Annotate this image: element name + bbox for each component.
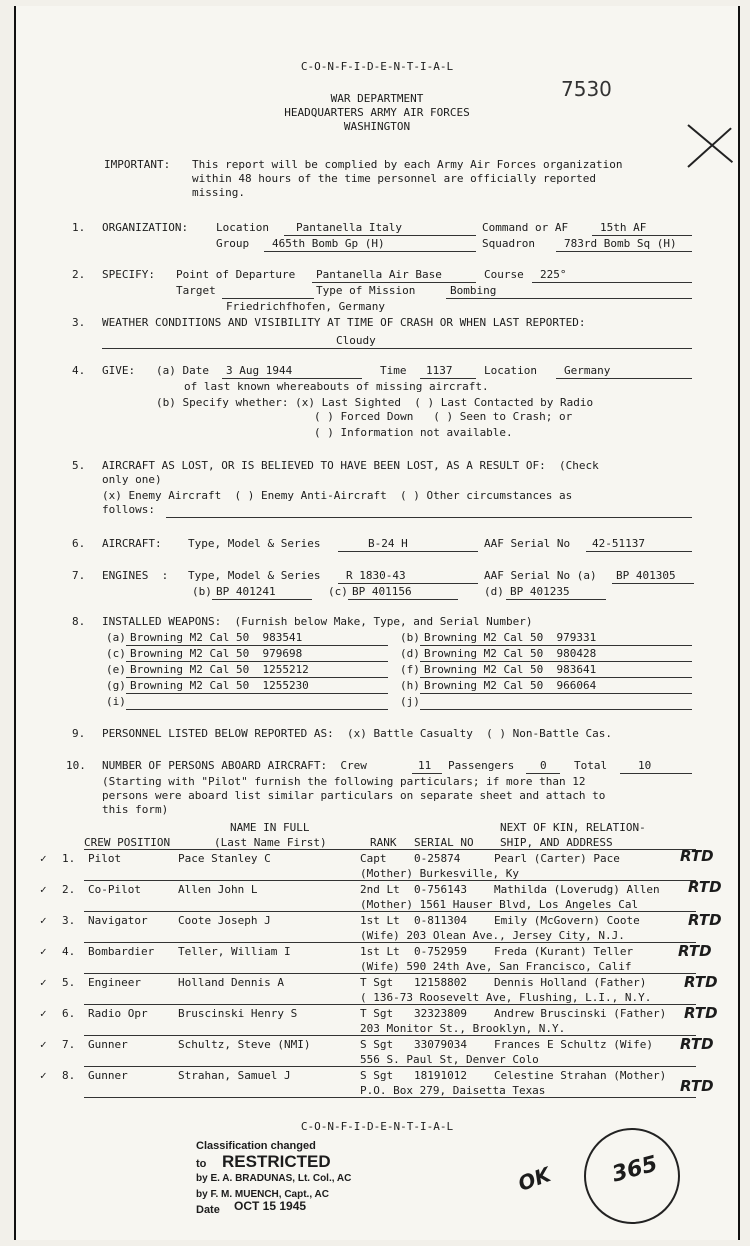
x-mark-stroke-2 — [687, 127, 731, 167]
s6-number: 6. — [72, 537, 86, 550]
s7-serial-label: AAF Serial No (a) — [484, 569, 597, 582]
crew-position: Bombardier — [88, 945, 155, 958]
doc-number: 7530 — [561, 77, 612, 101]
crew-rtd-mark: RTD — [680, 1077, 714, 1095]
s2-departure-label: Point of Departure — [176, 268, 296, 281]
crew-header-kin-1: NEXT OF KIN, RELATION- — [500, 821, 646, 834]
s1-label: ORGANIZATION: — [102, 221, 189, 234]
s1-squadron: 783rd Bomb Sq (H) — [564, 237, 677, 250]
s10-line-4: this form) — [102, 803, 169, 816]
crew-name: Allen John L — [178, 883, 258, 896]
crew-row-line — [84, 1066, 696, 1067]
s4-time: 1137 — [426, 364, 453, 377]
crew-serial: 32323809 — [414, 1007, 467, 1020]
s5-line-4: follows: — [102, 503, 155, 516]
crew-position: Gunner — [88, 1069, 128, 1082]
stamp-date: OCT 15 1945 — [234, 1199, 307, 1213]
weapon-value: Browning M2 Cal 50 983641 — [424, 663, 597, 676]
weapon-key: (g) — [106, 679, 126, 692]
crew-header-serial: SERIAL NO — [414, 836, 474, 849]
crew-header-name-1: NAME IN FULL — [230, 821, 310, 834]
crew-name: Strahan, Samuel J — [178, 1069, 291, 1082]
crew-rank: S Sgt — [360, 1038, 394, 1051]
restricted-stamp: RESTRICTED — [222, 1152, 331, 1171]
s10-total-label: Total — [574, 759, 608, 772]
crew-address: (Wife) 590 24th Ave, San Francisco, Calif — [360, 960, 632, 973]
s9-number: 9. — [72, 727, 86, 740]
s2-label: SPECIFY: — [102, 268, 155, 281]
s4-number: 4. — [72, 364, 86, 377]
s2-target: Friedrichfhofen, Germany — [226, 300, 385, 313]
s5-line-2: only one) — [102, 473, 162, 486]
classification-changed: Classification changed — [196, 1140, 316, 1152]
crew-row-number: 2. — [62, 883, 76, 896]
s2-mission-label: Type of Mission — [316, 284, 416, 297]
weapon-value: Browning M2 Cal 50 980428 — [424, 647, 597, 660]
weapon-value: Browning M2 Cal 50 1255230 — [130, 679, 309, 692]
crew-rtd-mark: RTD — [680, 847, 714, 865]
s4-specify-2: ( ) Forced Down ( ) Seen to Crash; or — [314, 410, 573, 423]
crew-row-line — [84, 911, 696, 912]
s3-line — [102, 348, 692, 349]
s10-crew: 11 — [418, 759, 432, 772]
s2-course: 225° — [540, 268, 567, 281]
s7-serial-c: BP 401156 — [352, 585, 412, 598]
s7-serial-b-line — [212, 599, 312, 600]
classification-to: to — [196, 1158, 207, 1170]
crew-serial: 0-752959 — [414, 945, 467, 958]
crew-kin: Frances E Schultz (Wife) — [494, 1038, 653, 1051]
crew-row-number: 8. — [62, 1069, 76, 1082]
confidential-top: C-O-N-F-I-D-E-N-T-I-A-L — [300, 60, 454, 73]
s5-line-3: (x) Enemy Aircraft ( ) Enemy Anti-Aircraft ( ) Other circumstances as — [102, 489, 573, 502]
weapon-line — [126, 677, 388, 678]
crew-row-number: 1. — [62, 852, 76, 865]
crew-address: P.O. Box 279, Daisetta Texas — [360, 1084, 546, 1097]
s1-command-line — [592, 235, 692, 236]
s1-location-label: Location — [216, 221, 269, 234]
crew-check-mark: ✓ — [40, 976, 47, 989]
s2-number: 2. — [72, 268, 86, 281]
s10-line-3: persons were aboard list similar particulars on separate sheet and attach to — [102, 789, 606, 802]
important-label: IMPORTANT: — [104, 158, 171, 171]
crew-address: (Mother) 1561 Hauser Blvd, Los Angeles Cal — [360, 898, 639, 911]
s10-label: NUMBER OF PERSONS ABOARD AIRCRAFT: Crew — [102, 759, 367, 772]
crew-kin: Mathilda (Loverudg) Allen — [494, 883, 660, 896]
s10-crew-line — [412, 773, 442, 774]
crew-name: Teller, William I — [178, 945, 291, 958]
weapon-key: (a) — [106, 631, 126, 644]
crew-rank: T Sgt — [360, 1007, 394, 1020]
s5-number: 5. — [72, 459, 86, 472]
s10-total-line — [620, 773, 692, 774]
weapon-value: Browning M2 Cal 50 979698 — [130, 647, 303, 660]
weapon-key: (f) — [400, 663, 420, 676]
crew-header-position: CREW POSITION — [84, 836, 171, 849]
crew-row-line — [84, 880, 696, 881]
s7-type-label: Type, Model & Series — [188, 569, 321, 582]
s6-serial-label: AAF Serial No — [484, 537, 571, 550]
authority-line-2: by F. M. MUENCH, Capt., AC — [196, 1189, 329, 1200]
s10-pass-line — [526, 773, 560, 774]
s10-number: 10. — [66, 759, 86, 772]
crew-rtd-mark: RTD — [688, 911, 722, 929]
s1-location-line — [284, 235, 476, 236]
crew-rtd-mark: RTD — [684, 1004, 718, 1022]
crew-row-number: 7. — [62, 1038, 76, 1051]
s2-target-line — [222, 298, 314, 299]
s6-type: B-24 H — [368, 537, 408, 550]
s4-specify-1: (b) Specify whether: (x) Last Sighted ( ) Last Contacted by Radio — [156, 396, 594, 409]
handwritten-ok: OK — [514, 1162, 554, 1196]
weapon-line — [126, 661, 388, 662]
crew-serial: 0-25874 — [414, 852, 461, 865]
weapon-line — [126, 709, 388, 710]
s7-c-label: (c) — [328, 585, 348, 598]
crew-kin: Pearl (Carter) Pace — [494, 852, 620, 865]
stamp-date-label: Date — [196, 1204, 220, 1216]
crew-position: Gunner — [88, 1038, 128, 1051]
important-line-3: missing. — [192, 186, 245, 199]
crew-position: Engineer — [88, 976, 141, 989]
crew-position: Navigator — [88, 914, 148, 927]
s2-course-line — [532, 282, 692, 283]
s7-serial-a-line — [612, 583, 694, 584]
crew-kin: Emily (McGovern) Coote — [494, 914, 640, 927]
crew-rtd-mark: RTD — [680, 1035, 714, 1053]
s7-serial-b: BP 401241 — [216, 585, 276, 598]
s1-group-label: Group — [216, 237, 250, 250]
s7-serial-d-line — [506, 599, 606, 600]
s10-total: 10 — [638, 759, 652, 772]
crew-check-mark: ✓ — [40, 1007, 47, 1020]
s8-number: 8. — [72, 615, 86, 628]
weapon-key: (d) — [400, 647, 420, 660]
important-line-2: within 48 hours of the time personnel are officially reported — [192, 172, 596, 185]
war-department: WAR DEPARTMENT — [330, 92, 424, 105]
confidential-bottom: C-O-N-F-I-D-E-N-T-I-A-L — [300, 1120, 454, 1133]
crew-header-rank: RANK — [370, 836, 397, 849]
crew-rank: 2nd Lt — [360, 883, 400, 896]
crew-name: Schultz, Steve (NMI) — [178, 1038, 311, 1051]
s4-location-line — [556, 378, 692, 379]
crew-kin: Andrew Bruscinski (Father) — [494, 1007, 667, 1020]
crew-header-line — [84, 849, 696, 850]
s3-value: Cloudy — [336, 334, 376, 347]
crew-name: Coote Joseph J — [178, 914, 271, 927]
s7-type-line — [338, 583, 478, 584]
crew-kin: Freda (Kurant) Teller — [494, 945, 634, 958]
weapon-key: (h) — [400, 679, 420, 692]
weapon-key: (j) — [400, 695, 420, 708]
crew-row-number: 4. — [62, 945, 76, 958]
crew-position: Co-Pilot — [88, 883, 141, 896]
weapon-key: (c) — [106, 647, 126, 660]
s1-location: Pantanella Italy — [296, 221, 402, 234]
s6-type-label: Type, Model & Series — [188, 537, 321, 550]
crew-rank: T Sgt — [360, 976, 394, 989]
s2-mission: Bombing — [450, 284, 497, 297]
weapon-value: Browning M2 Cal 50 1255212 — [130, 663, 309, 676]
crew-address: 556 S. Paul St, Denver Colo — [360, 1053, 539, 1066]
s7-d-label: (d) — [484, 585, 504, 598]
s1-command: 15th AF — [600, 221, 647, 234]
s4-date-line — [222, 378, 362, 379]
weapon-key: (e) — [106, 663, 126, 676]
crew-serial: 33079034 — [414, 1038, 467, 1051]
crew-check-mark: ✓ — [40, 883, 47, 896]
weapon-value: Browning M2 Cal 50 979331 — [424, 631, 597, 644]
crew-check-mark: ✓ — [40, 1069, 47, 1082]
crew-position: Pilot — [88, 852, 122, 865]
s7-serial-c-line — [348, 599, 458, 600]
s2-mission-line — [446, 298, 692, 299]
s1-group: 465th Bomb Gp (H) — [272, 237, 385, 250]
s3-number: 3. — [72, 316, 86, 329]
s2-departure-line — [312, 282, 476, 283]
important-line-1: This report will be complied by each Army Air Forces organization — [192, 158, 623, 171]
s1-group-line — [264, 251, 476, 252]
crew-serial: 12158802 — [414, 976, 467, 989]
s5-line — [166, 517, 692, 518]
headquarters: HEADQUARTERS ARMY AIR FORCES — [284, 106, 470, 119]
s6-serial: 42-51137 — [592, 537, 645, 550]
crew-row-line — [84, 973, 696, 974]
crew-name: Pace Stanley C — [178, 852, 271, 865]
weapon-value: Browning M2 Cal 50 983541 — [130, 631, 303, 644]
document-page — [14, 6, 740, 1240]
crew-check-mark: ✓ — [40, 1038, 47, 1051]
crew-rank: 1st Lt — [360, 945, 400, 958]
crew-row-line — [84, 1035, 696, 1036]
crew-check-mark: ✓ — [40, 945, 47, 958]
weapon-line — [420, 709, 692, 710]
s1-squadron-line — [556, 251, 692, 252]
weapon-value: Browning M2 Cal 50 966064 — [424, 679, 597, 692]
s7-serial-a: BP 401305 — [616, 569, 676, 582]
crew-kin: Celestine Strahan (Mother) — [494, 1069, 667, 1082]
crew-kin: Dennis Holland (Father) — [494, 976, 647, 989]
circled-number: 365 — [609, 1151, 661, 1188]
crew-row-number: 5. — [62, 976, 76, 989]
weapon-line — [420, 677, 692, 678]
weapon-key: (i) — [106, 695, 126, 708]
s2-course-label: Course — [484, 268, 524, 281]
crew-serial: 18191012 — [414, 1069, 467, 1082]
crew-row-line — [84, 1097, 696, 1098]
s2-departure: Pantanella Air Base — [316, 268, 442, 281]
weapon-key: (b) — [400, 631, 420, 644]
s7-type: R 1830-43 — [346, 569, 406, 582]
crew-header-name-2: (Last Name First) — [214, 836, 327, 849]
crew-rtd-mark: RTD — [684, 973, 718, 991]
crew-address: (Mother) Burkesville, Ky — [360, 867, 519, 880]
s9-text: PERSONNEL LISTED BELOW REPORTED AS: (x) Battle Casualty ( ) Non-Battle Cas. — [102, 727, 612, 740]
crew-serial: 0-756143 — [414, 883, 467, 896]
crew-row-number: 3. — [62, 914, 76, 927]
s4-time-line — [420, 378, 476, 379]
weapon-line — [126, 693, 388, 694]
s10-line-2: (Starting with "Pilot" furnish the following particulars; if more than 12 — [102, 775, 586, 788]
s4-whereabouts: of last known whereabouts of missing aircraft. — [184, 380, 489, 393]
crew-rtd-mark: RTD — [688, 878, 722, 896]
weapon-line — [420, 645, 692, 646]
s10-pass-label: Passengers — [448, 759, 515, 772]
s1-number: 1. — [72, 221, 86, 234]
s6-label: AIRCRAFT: — [102, 537, 162, 550]
s7-serial-d: BP 401235 — [510, 585, 570, 598]
weapon-line — [420, 661, 692, 662]
crew-row-line — [84, 1004, 696, 1005]
s7-number: 7. — [72, 569, 86, 582]
s4-date: 3 Aug 1944 — [226, 364, 293, 377]
crew-row-line — [84, 942, 696, 943]
s4-label: GIVE: — [102, 364, 136, 377]
crew-name: Bruscinski Henry S — [178, 1007, 298, 1020]
s7-label: ENGINES : — [102, 569, 169, 582]
authority-line-1: by E. A. BRADUNAS, Lt. Col., AC — [196, 1173, 352, 1184]
s6-type-line — [338, 551, 478, 552]
s6-serial-line — [586, 551, 692, 552]
s4-location: Germany — [564, 364, 611, 377]
crew-serial: 0-811304 — [414, 914, 467, 927]
crew-address: 203 Monitor St., Brooklyn, N.Y. — [360, 1022, 566, 1035]
crew-name: Holland Dennis A — [178, 976, 284, 989]
city: WASHINGTON — [343, 120, 411, 133]
s8-label: INSTALLED WEAPONS: (Furnish below Make, Type, and Serial Number) — [102, 615, 533, 628]
crew-check-mark: ✓ — [40, 852, 47, 865]
s4-time-label: Time — [380, 364, 407, 377]
s1-squadron-label: Squadron — [482, 237, 535, 250]
crew-address: (Wife) 203 Olean Ave., Jersey City, N.J. — [360, 929, 625, 942]
s1-command-label: Command or AF — [482, 221, 569, 234]
crew-rank: S Sgt — [360, 1069, 394, 1082]
s10-pass: 0 — [540, 759, 547, 772]
crew-rank: Capt — [360, 852, 387, 865]
s4-specify-3: ( ) Information not available. — [314, 426, 513, 439]
crew-position: Radio Opr — [88, 1007, 148, 1020]
s7-b-label: (b) — [192, 585, 212, 598]
s4-date-label: (a) Date — [156, 364, 209, 377]
crew-header-kin-2: SHIP, AND ADDRESS — [500, 836, 613, 849]
crew-address: ( 136-73 Roosevelt Ave, Flushing, L.I., N.Y. — [360, 991, 652, 1004]
crew-check-mark: ✓ — [40, 914, 47, 927]
weapon-line — [126, 645, 388, 646]
crew-rtd-mark: RTD — [678, 942, 712, 960]
s3-label: WEATHER CONDITIONS AND VISIBILITY AT TIME OF CRASH OR WHEN LAST REPORTED: — [102, 316, 586, 329]
s4-location-label: Location — [484, 364, 537, 377]
s5-line-1: AIRCRAFT AS LOST, OR IS BELIEVED TO HAVE BEEN LOST, AS A RESULT OF: (Check — [102, 459, 599, 472]
crew-row-number: 6. — [62, 1007, 76, 1020]
s2-target-label: Target — [176, 284, 216, 297]
weapon-line — [420, 693, 692, 694]
crew-rank: 1st Lt — [360, 914, 400, 927]
